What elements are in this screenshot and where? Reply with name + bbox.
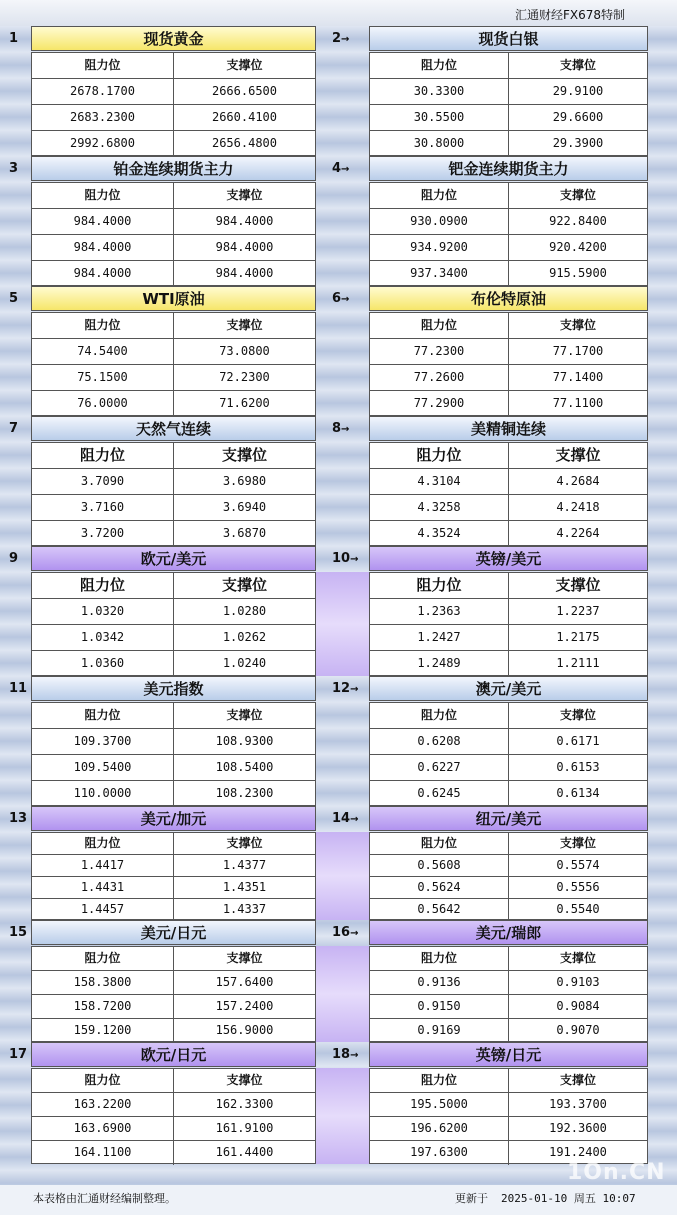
arrow-right-icon: →: [341, 164, 350, 175]
table-header-row: [370, 833, 647, 855]
section-number: 15: [9, 925, 28, 940]
table-row: [370, 599, 647, 625]
section-number: 5: [9, 291, 19, 306]
section-number: 18→: [332, 1047, 359, 1062]
support-value: 0.5574: [556, 858, 600, 872]
resistance-value: 0.6208: [370, 729, 509, 754]
arrow-right-icon: →: [350, 928, 359, 939]
section-title-8: 美精铜连续: [369, 416, 648, 441]
resistance-value: 0.6245: [370, 781, 509, 807]
support-value: 72.2300: [219, 370, 270, 384]
table-row: [370, 877, 647, 899]
support-value: 2666.6500: [211, 84, 278, 98]
resistance-value: 4.3524: [370, 521, 509, 547]
resistance-value: 937.3400: [370, 261, 509, 287]
levels-table-2: [369, 52, 648, 156]
table-header-row: [370, 947, 647, 971]
resistance-header: 阻力位: [32, 573, 174, 598]
support-value: 1.4337: [222, 902, 267, 916]
table-row: [370, 855, 647, 877]
resistance-value: 1.2363: [370, 599, 509, 624]
table-row: [32, 105, 315, 131]
table-row: [370, 899, 647, 921]
table-row: [370, 625, 647, 651]
section-title-18: 英镑/日元: [369, 1042, 648, 1067]
arrow-right-icon: →: [350, 684, 359, 695]
support-value: 984.4000: [215, 266, 274, 280]
table-header-row: [370, 313, 647, 339]
section-number: 4→: [332, 161, 350, 176]
support-value: 0.6153: [556, 760, 600, 774]
resistance-header: 阻力位: [370, 443, 509, 468]
support-header: 支撑位: [559, 318, 596, 332]
levels-table-6: [369, 312, 648, 416]
resistance-header: 阻力位: [32, 833, 174, 854]
resistance-value: 196.6200: [370, 1117, 509, 1140]
center-gap: [316, 572, 369, 676]
levels-table-16: [369, 946, 648, 1042]
resistance-value: 930.0900: [370, 209, 509, 234]
resistance-value: 30.5500: [370, 105, 509, 130]
support-header: 支撑位: [226, 836, 263, 850]
page-title: 汇通财经FX678特制: [514, 8, 625, 22]
resistance-value: 1.4457: [32, 899, 174, 921]
resistance-value: 109.5400: [32, 755, 174, 780]
support-value: 2660.4100: [211, 110, 278, 124]
section-title-14: 纽元/美元: [369, 806, 648, 831]
resistance-value: 984.4000: [32, 261, 174, 287]
support-value: 922.8400: [549, 214, 607, 228]
table-row: [370, 521, 647, 547]
section-header-row: [0, 286, 677, 312]
support-header: 支撑位: [226, 188, 263, 202]
support-value: 157.2400: [215, 999, 274, 1013]
resistance-value: 77.2600: [370, 365, 509, 390]
support-header: 支撑位: [226, 318, 263, 332]
resistance-header: 阻力位: [370, 53, 509, 78]
levels-table-8: [369, 442, 648, 546]
section-number: 13: [9, 811, 28, 826]
table-row: [370, 469, 647, 495]
resistance-value: 3.7200: [32, 521, 174, 547]
resistance-value: 0.5608: [370, 855, 509, 876]
table-header-row: [370, 443, 647, 469]
table-row: [370, 235, 647, 261]
resistance-value: 164.1100: [32, 1141, 174, 1165]
resistance-header: 阻力位: [32, 947, 174, 970]
support-value: 191.2400: [549, 1145, 607, 1159]
resistance-value: 77.2900: [370, 391, 509, 417]
support-value: 3.6980: [222, 474, 267, 488]
table-row: [370, 781, 647, 807]
levels-table-5: [31, 312, 316, 416]
table-header-row: [32, 313, 315, 339]
resistance-value: 2992.6800: [32, 131, 174, 157]
footer-note: 本表格由汇通财经编制整理。: [33, 1192, 176, 1205]
table-row: [370, 365, 647, 391]
arrow-right-icon: →: [350, 814, 359, 825]
resistance-value: 1.2427: [370, 625, 509, 650]
resistance-value: 1.2489: [370, 651, 509, 677]
table-row: [32, 209, 315, 235]
resistance-header: 阻力位: [32, 443, 174, 468]
footer: [0, 1185, 677, 1215]
resistance-value: 110.0000: [32, 781, 174, 807]
support-header: 支撑位: [559, 708, 596, 722]
section-number: 1: [9, 31, 19, 46]
support-header: 支撑位: [559, 58, 596, 72]
support-value: 29.6600: [552, 110, 604, 124]
table-header-row: [32, 183, 315, 209]
section-title-5: WTI原油: [31, 286, 316, 311]
support-header: 支撑位: [559, 188, 596, 202]
table-row: [32, 469, 315, 495]
section-number: 10→: [332, 551, 359, 566]
support-value: 0.9084: [556, 999, 600, 1013]
support-header: 支撑位: [221, 576, 267, 594]
support-header: 支撑位: [226, 951, 263, 965]
table-row: [370, 995, 647, 1019]
support-value: 29.3900: [552, 136, 604, 150]
support-value: 108.5400: [215, 760, 274, 774]
resistance-value: 75.1500: [32, 365, 174, 390]
support-value: 915.5900: [549, 266, 607, 280]
support-header: 支撑位: [559, 1073, 596, 1087]
levels-table-4: [369, 182, 648, 286]
resistance-value: 0.6227: [370, 755, 509, 780]
table-row: [370, 729, 647, 755]
table-row: [370, 495, 647, 521]
support-value: 73.0800: [219, 344, 270, 358]
section-title-2: 现货白银: [369, 26, 648, 51]
table-row: [32, 131, 315, 157]
table-row: [32, 625, 315, 651]
section-title-12: 澳元/美元: [369, 676, 648, 701]
support-value: 192.3600: [549, 1121, 607, 1135]
table-row: [32, 79, 315, 105]
section-header-row: [0, 806, 677, 832]
levels-table-15: [31, 946, 316, 1042]
support-value: 3.6940: [222, 500, 267, 514]
support-value: 0.9070: [556, 1023, 600, 1037]
section-title-13: 美元/加元: [31, 806, 316, 831]
resistance-header: 阻力位: [370, 947, 509, 970]
support-value: 984.4000: [215, 214, 274, 228]
support-value: 4.2684: [556, 474, 600, 488]
resistance-value: 4.3104: [370, 469, 509, 494]
support-value: 0.5540: [556, 902, 600, 916]
section-number: 3: [9, 161, 19, 176]
resistance-header: 阻力位: [370, 833, 509, 854]
table-row: [370, 79, 647, 105]
section-title-11: 美元指数: [31, 676, 316, 701]
section-number: 7: [9, 421, 19, 436]
section-header-row: [0, 26, 677, 52]
table-row: [32, 781, 315, 807]
arrow-right-icon: →: [341, 34, 350, 45]
section-header-row: [0, 156, 677, 182]
table-row: [32, 899, 315, 921]
table-row: [32, 365, 315, 391]
resistance-value: 159.1200: [32, 1019, 174, 1043]
support-value: 29.9100: [552, 84, 604, 98]
support-value: 161.4400: [215, 1145, 274, 1159]
section-number: 2→: [332, 31, 350, 46]
section-header-row: [0, 1042, 677, 1068]
table-row: [370, 339, 647, 365]
support-header: 支撑位: [559, 836, 596, 850]
table-row: [32, 391, 315, 417]
resistance-value: 1.4431: [32, 877, 174, 898]
table-row: [32, 339, 315, 365]
table-row: [32, 651, 315, 677]
resistance-header: 阻力位: [370, 183, 509, 208]
table-row: [32, 521, 315, 547]
table-header-row: [370, 1069, 647, 1093]
center-gap: [316, 832, 369, 920]
section-header-row: [0, 676, 677, 702]
support-value: 1.0262: [222, 630, 267, 644]
support-value: 161.9100: [215, 1121, 274, 1135]
section-number: 6→: [332, 291, 350, 306]
resistance-value: 4.3258: [370, 495, 509, 520]
support-value: 0.5556: [556, 880, 600, 894]
section-number: 9: [9, 551, 19, 566]
resistance-value: 2678.1700: [32, 79, 174, 104]
table-row: [32, 729, 315, 755]
table-header-row: [32, 1069, 315, 1093]
section-number: 8→: [332, 421, 350, 436]
table-row: [370, 1093, 647, 1117]
section-number: 11: [9, 681, 28, 696]
table-row: [370, 209, 647, 235]
levels-table-12: [369, 702, 648, 806]
support-value: 1.0240: [222, 656, 267, 670]
table-row: [370, 391, 647, 417]
center-gap: [316, 946, 369, 1042]
table-header-row: [370, 573, 647, 599]
support-value: 3.6870: [222, 526, 267, 540]
table-row: [370, 1117, 647, 1141]
section-title-10: 英镑/美元: [369, 546, 648, 571]
support-header: 支撑位: [226, 58, 263, 72]
table-header-row: [32, 443, 315, 469]
table-header-row: [32, 833, 315, 855]
resistance-value: 0.9136: [370, 971, 509, 994]
section-header-row: [0, 416, 677, 442]
resistance-value: 30.8000: [370, 131, 509, 157]
table-row: [32, 1093, 315, 1117]
support-header: 支撑位: [221, 446, 267, 464]
levels-table-3: [31, 182, 316, 286]
section-title-6: 布伦特原油: [369, 286, 648, 311]
support-value: 1.2237: [556, 604, 600, 618]
table-header-row: [32, 53, 315, 79]
support-value: 1.4351: [222, 880, 267, 894]
support-value: 984.4000: [215, 240, 274, 254]
resistance-value: 3.7090: [32, 469, 174, 494]
levels-table-11: [31, 702, 316, 806]
support-value: 77.1700: [552, 344, 604, 358]
resistance-value: 158.7200: [32, 995, 174, 1018]
top-bar: [0, 0, 677, 26]
section-title-3: 铂金连续期货主力: [31, 156, 316, 181]
support-value: 108.9300: [215, 734, 274, 748]
table-row: [32, 495, 315, 521]
resistance-value: 1.4417: [32, 855, 174, 876]
support-header: 支撑位: [555, 446, 601, 464]
arrow-right-icon: →: [341, 424, 350, 435]
support-value: 77.1100: [552, 396, 604, 410]
resistance-value: 1.0320: [32, 599, 174, 624]
table-row: [370, 971, 647, 995]
updated-time: 2025-01-10 周五 10:07: [501, 1192, 636, 1205]
table-row: [32, 855, 315, 877]
arrow-right-icon: →: [341, 294, 350, 305]
table-row: [32, 877, 315, 899]
support-value: 2656.4800: [211, 136, 278, 150]
support-header: 支撑位: [555, 576, 601, 594]
table-row: [370, 651, 647, 677]
support-value: 1.4377: [222, 858, 267, 872]
support-value: 77.1400: [552, 370, 604, 384]
resistance-header: 阻力位: [32, 183, 174, 208]
section-number: 17: [9, 1047, 28, 1062]
resistance-header: 阻力位: [370, 1069, 509, 1092]
table-row: [370, 1019, 647, 1043]
table-row: [370, 755, 647, 781]
section-title-9: 欧元/美元: [31, 546, 316, 571]
table-row: [32, 1019, 315, 1043]
table-header-row: [370, 53, 647, 79]
table-row: [32, 235, 315, 261]
resistance-value: 0.5642: [370, 899, 509, 921]
table-row: [370, 261, 647, 287]
levels-table-9: [31, 572, 316, 676]
arrow-right-icon: →: [350, 1050, 359, 1061]
levels-table-13: [31, 832, 316, 920]
section-header-row: [0, 920, 677, 946]
resistance-header: 阻力位: [32, 1069, 174, 1092]
resistance-value: 30.3300: [370, 79, 509, 104]
support-value: 108.2300: [215, 786, 274, 800]
resistance-header: 阻力位: [370, 703, 509, 728]
resistance-header: 阻力位: [370, 313, 509, 338]
support-value: 4.2418: [556, 500, 600, 514]
table-row: [370, 131, 647, 157]
levels-table-14: [369, 832, 648, 920]
table-header-row: [32, 703, 315, 729]
watermark-logo: 1On.CN: [567, 1160, 666, 1185]
table-header-row: [32, 573, 315, 599]
resistance-value: 109.3700: [32, 729, 174, 754]
resistance-header: 阻力位: [370, 573, 509, 598]
support-header: 支撑位: [559, 951, 596, 965]
table-row: [32, 261, 315, 287]
support-value: 162.3300: [215, 1097, 274, 1111]
levels-table-1: [31, 52, 316, 156]
resistance-header: 阻力位: [32, 53, 174, 78]
resistance-value: 0.9169: [370, 1019, 509, 1043]
resistance-value: 163.6900: [32, 1117, 174, 1140]
levels-table-10: [369, 572, 648, 676]
support-value: 156.9000: [215, 1023, 274, 1037]
section-number: 16→: [332, 925, 359, 940]
resistance-value: 934.9200: [370, 235, 509, 260]
support-value: 157.6400: [215, 975, 274, 989]
support-header: 支撑位: [226, 1073, 263, 1087]
levels-table-17: [31, 1068, 316, 1164]
center-gap: [316, 1068, 369, 1164]
support-value: 0.6171: [556, 734, 600, 748]
section-header-row: [0, 546, 677, 572]
section-number: 14→: [332, 811, 359, 826]
section-title-7: 天然气连续: [31, 416, 316, 441]
table-row: [32, 971, 315, 995]
table-row: [32, 1117, 315, 1141]
support-value: 920.4200: [549, 240, 607, 254]
support-header: 支撑位: [226, 708, 263, 722]
resistance-value: 76.0000: [32, 391, 174, 417]
resistance-header: 阻力位: [32, 703, 174, 728]
resistance-value: 77.2300: [370, 339, 509, 364]
resistance-value: 163.2200: [32, 1093, 174, 1116]
resistance-value: 158.3800: [32, 971, 174, 994]
section-number: 12→: [332, 681, 359, 696]
support-value: 1.0280: [222, 604, 267, 618]
table-row: [370, 105, 647, 131]
arrow-right-icon: →: [350, 554, 359, 565]
section-title-16: 美元/瑞郎: [369, 920, 648, 945]
section-title-4: 钯金连续期货主力: [369, 156, 648, 181]
support-value: 1.2175: [556, 630, 600, 644]
levels-table-7: [31, 442, 316, 546]
resistance-value: 74.5400: [32, 339, 174, 364]
resistance-value: 2683.2300: [32, 105, 174, 130]
support-value: 0.9103: [556, 975, 600, 989]
resistance-value: 0.9150: [370, 995, 509, 1018]
section-title-17: 欧元/日元: [31, 1042, 316, 1067]
table-header-row: [32, 947, 315, 971]
support-value: 0.6134: [556, 786, 600, 800]
resistance-value: 3.7160: [32, 495, 174, 520]
table-row: [32, 995, 315, 1019]
updated-label: 更新于: [455, 1192, 488, 1205]
levels-table-18: [369, 1068, 648, 1164]
support-value: 71.6200: [219, 396, 270, 410]
resistance-value: 984.4000: [32, 209, 174, 234]
resistance-value: 197.6300: [370, 1141, 509, 1165]
resistance-value: 195.5000: [370, 1093, 509, 1116]
support-value: 193.3700: [549, 1097, 607, 1111]
table-row: [32, 599, 315, 625]
table-header-row: [370, 703, 647, 729]
support-value: 1.2111: [556, 656, 600, 670]
table-header-row: [370, 183, 647, 209]
section-title-1: 现货黄金: [31, 26, 316, 51]
resistance-value: 1.0360: [32, 651, 174, 677]
section-title-15: 美元/日元: [31, 920, 316, 945]
resistance-header: 阻力位: [32, 313, 174, 338]
table-row: [32, 755, 315, 781]
table-row: [32, 1141, 315, 1165]
support-value: 4.2264: [556, 526, 600, 540]
resistance-value: 984.4000: [32, 235, 174, 260]
resistance-value: 0.5624: [370, 877, 509, 898]
resistance-value: 1.0342: [32, 625, 174, 650]
